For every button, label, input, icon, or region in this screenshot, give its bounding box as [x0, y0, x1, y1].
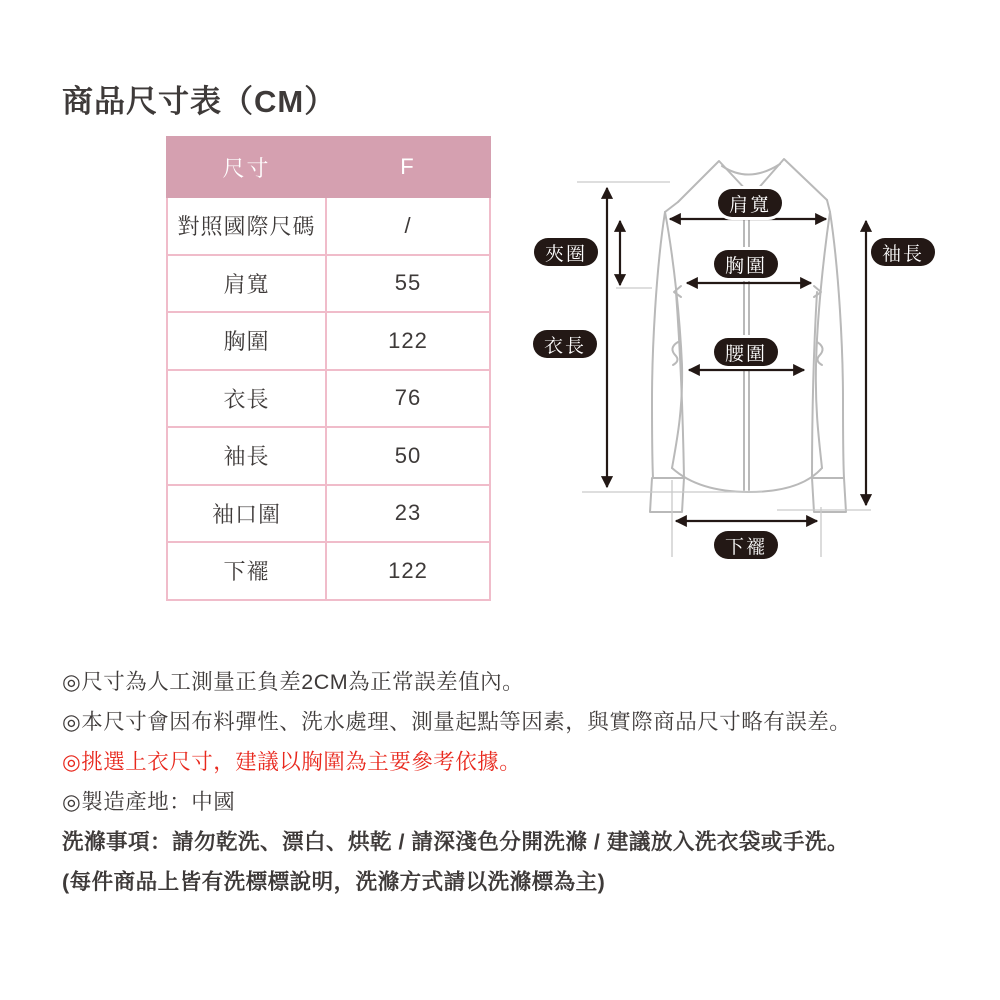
row-label: 肩寬 [167, 255, 326, 313]
row-value: 122 [326, 542, 490, 600]
table-row [167, 485, 490, 543]
note-measure-tolerance: ◎尺寸為人工測量正負差2CM為正常誤差值內。 [62, 670, 525, 694]
row-value: 55 [326, 255, 490, 313]
note-fabric-variance: ◎本尺寸會因布料彈性、洗水處理、測量起點等因素，與實際商品尺寸略有誤差。 [62, 710, 852, 734]
size-table-header-row [167, 137, 490, 197]
table-row [167, 312, 490, 370]
size-table-header-size-f: F [326, 137, 490, 197]
note-chest-reference: ◎挑選上衣尺寸，建議以胸圍為主要參考依據。 [62, 750, 522, 774]
garment-measurement-diagram [530, 150, 970, 610]
row-label: 袖長 [167, 427, 326, 485]
row-value: / [326, 197, 490, 255]
note-washing-instructions: 洗滌事項：請勿乾洗、漂白、烘乾 / 請深淺色分開洗滌 / 建議放入洗衣袋或手洗。 [62, 830, 849, 854]
shoulder-width-label: 肩寬 [718, 189, 782, 217]
notes-section [62, 662, 942, 902]
row-label: 袖口圍 [167, 485, 326, 543]
row-label: 對照國際尺碼 [167, 197, 326, 255]
hem-label: 下襬 [714, 531, 778, 559]
note-care-label: (每件商品上皆有洗標標說明，洗滌方式請以洗滌標為主) [62, 870, 606, 894]
table-row [167, 370, 490, 428]
chest-label: 胸圍 [714, 250, 778, 278]
garment-length-label: 衣長 [533, 330, 597, 358]
row-label: 胸圍 [167, 312, 326, 370]
row-value: 50 [326, 427, 490, 485]
row-value: 76 [326, 370, 490, 428]
table-row [167, 255, 490, 313]
row-label: 衣長 [167, 370, 326, 428]
table-row [167, 542, 490, 600]
row-label: 下襬 [167, 542, 326, 600]
size-table [166, 136, 491, 601]
note-origin: ◎製造產地：中國 [62, 790, 236, 814]
sleeve-length-label: 袖長 [871, 238, 935, 266]
table-row [167, 427, 490, 485]
table-row [167, 197, 490, 255]
armhole-label: 夾圈 [534, 238, 598, 266]
row-value: 122 [326, 312, 490, 370]
page-title: 商品尺寸表（CM） [62, 84, 337, 119]
row-value: 23 [326, 485, 490, 543]
size-table-header-dimension: 尺寸 [167, 137, 326, 197]
waist-label: 腰圍 [714, 338, 778, 366]
